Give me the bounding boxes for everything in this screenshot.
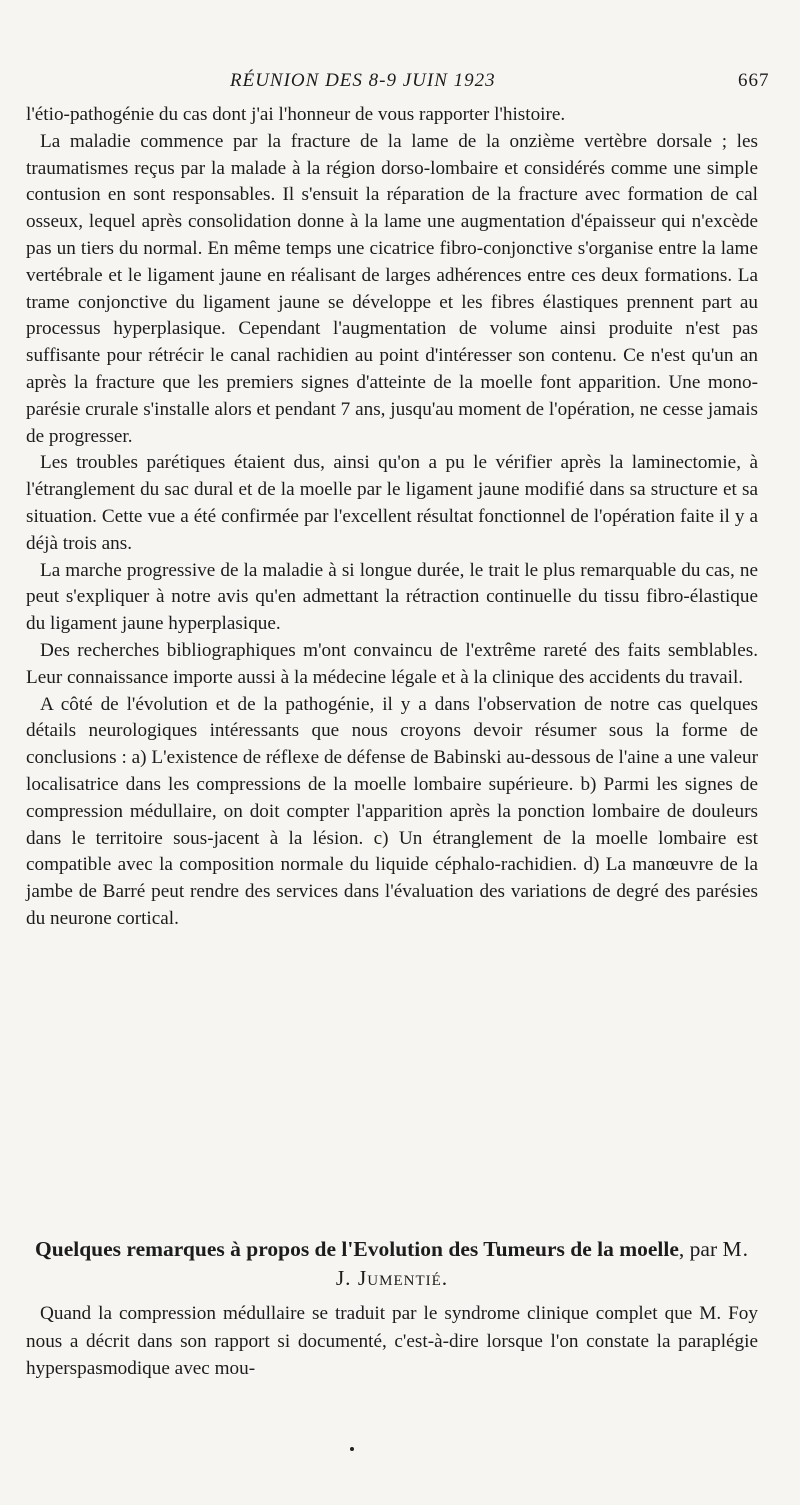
section-author: M. J. Jumentié. xyxy=(335,1237,749,1290)
section-paragraph-1: Quand la compression médullaire se traduit par le syndrome clinique complet que M. Foy nous a décrit dans son rapport si documenté, c'est-à-dire lorsque l'on constate la paraplégie hyperspasmodique avec mou- xyxy=(26,1303,758,1379)
running-title: RÉUNION DES 8-9 JUIN 1923 xyxy=(230,70,496,91)
section-title: Quelques remarques à propos de l'Evolution des Tumeurs de la moelle xyxy=(35,1237,679,1261)
section-body xyxy=(26,1300,758,1383)
paragraph-5: Des recherches bibliographiques m'ont convaincu de l'extrême rareté des faits semblables. Leur connaissance importe aussi à la médecine légale et à la clinique des accidents du travail. xyxy=(26,639,758,688)
article-body xyxy=(26,102,758,933)
paragraph-3: Les troubles parétiques étaient dus, ainsi qu'on a pu le vérifier après la laminectomie, à l'étranglement du sac dural et de la moelle par le ligament jaune modifié dans sa structure et sa situation. Cette vue a été confirmée par l'excellent résultat fonctionnel de l'opération faite il y a déjà trois ans. xyxy=(26,452,758,554)
paragraph-1: l'étio-pathogénie du cas dont j'ai l'honneur de vous rapporter l'histoire. xyxy=(26,104,566,125)
paragraph-2: La maladie commence par la fracture de la lame de la onzième vertèbre dorsale ; les traumatismes reçus par la malade à la région dorso-lombaire et considérés comme une simple contusion en sont responsables. Il s'ensuit la réparation de la fracture avec formation de cal osseux, lequel après consolidation donne à la lame une augmentation d'épaisseur qui n'excède pas un tiers du normal. En même temps une cicatrice fibro-conjonctive s'organise entre la lame vertébrale et le ligament jaune en réalisant de larges adhérences entre ces deux formations. La trame conjonctive du ligament jaune se développe et les fibres élastiques prennent part au processus hyperplasique. Cependant l'augmentation de volume ainsi produite n'est pas suffisante pour rétrécir le canal rachidien au point d'intéresser son contenu. Ce n'est qu'un an après la fracture que les premiers signes d'atteinte de la moelle font apparition. Une mono-parésie crurale s'installe alors et pendant 7 ans, jusqu'au moment de l'opération, ne cesse jamais de progresser. xyxy=(26,130,758,447)
paragraph-6: A côté de l'évolution et de la pathogénie, il y a dans l'observation de notre cas quelques détails neurologiques intéressants que nous croyons devoir résumer sous la forme de conclusions : a) L'existence de réflexe de défense de Babinski au-dessous de l'aine a une valeur localisatrice dans les compressions de la moelle lombaire supérieure. b) Parmi les signes de compression médullaire, on doit compter l'apparition après la ponction lombaire de douleurs dans le territoire sous-jacent à la lésion. c) Un étranglement de la moelle lombaire est compatible avec la composition normale du liquide céphalo-rachidien. d) La manœuvre de la jambe de Barré peut rendre des services dans l'évaluation des variations de degré des parésies du neurone cortical. xyxy=(26,693,758,929)
section-by: , par xyxy=(678,1237,718,1261)
print-mark xyxy=(350,1447,354,1451)
paragraph-4: La marche progressive de la maladie à si longue durée, le trait le plus remarquable du cas, ne peut s'expliquer à notre avis qu'en admettant la rétraction continuelle du tissu fibro-élastique du ligament jaune hyperplasique. xyxy=(26,559,758,635)
page-number: 667 xyxy=(738,70,770,91)
section-heading xyxy=(26,1235,758,1293)
running-head xyxy=(0,70,800,96)
